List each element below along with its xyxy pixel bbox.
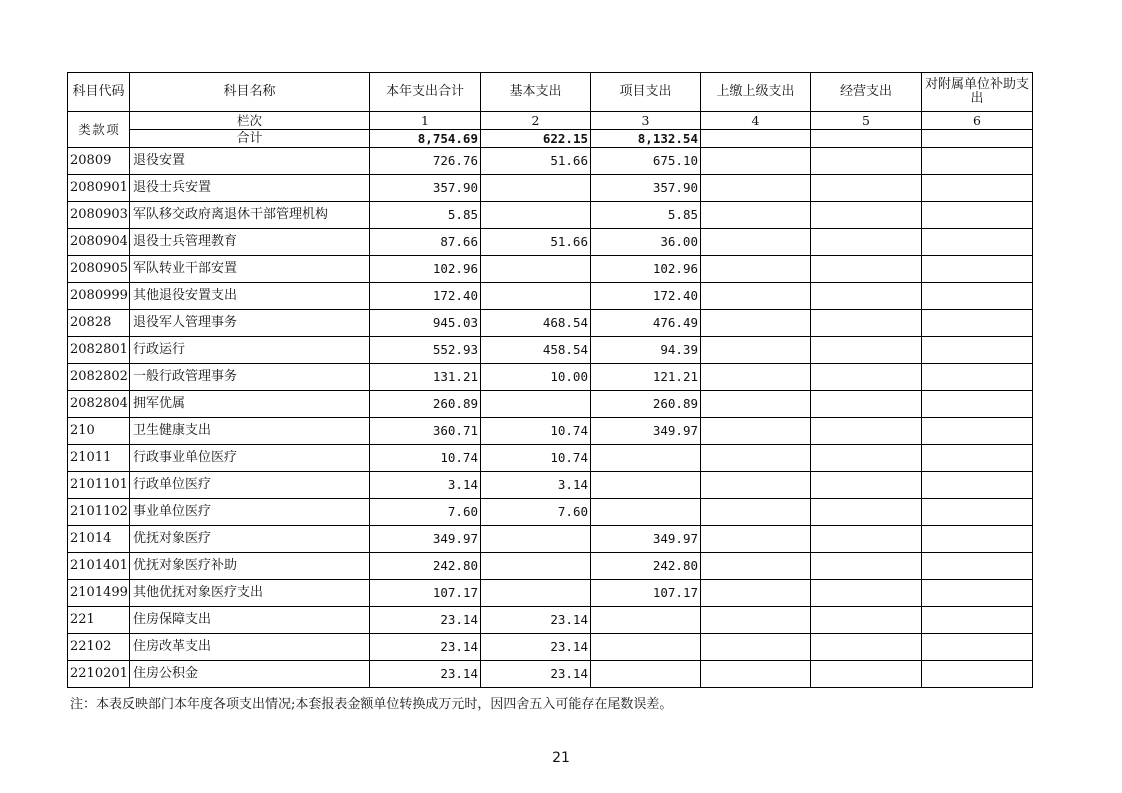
row-name: 优抚对象医疗补助 [130, 553, 370, 580]
total-upper [701, 130, 811, 148]
row-project: 349.97 [591, 418, 701, 445]
row-project [591, 499, 701, 526]
table-row [68, 283, 1033, 310]
row-basic [481, 202, 591, 229]
row-basic: 458.54 [481, 337, 591, 364]
row-total: 5.85 [370, 202, 481, 229]
row-code: 2080999 [68, 283, 130, 310]
row-basic [481, 283, 591, 310]
kind-lei: 类 [78, 121, 91, 137]
row-upper [701, 553, 811, 580]
row-total: 349.97 [370, 526, 481, 553]
row-project: 242.80 [591, 553, 701, 580]
row-subsidy [922, 553, 1033, 580]
row-total: 7.60 [370, 499, 481, 526]
row-total: 260.89 [370, 391, 481, 418]
table-row [68, 580, 1033, 607]
row-business [811, 175, 922, 202]
row-code: 20828 [68, 310, 130, 337]
row-business [811, 580, 922, 607]
row-name: 一般行政管理事务 [130, 364, 370, 391]
row-name: 行政运行 [130, 337, 370, 364]
row-name: 住房改革支出 [130, 634, 370, 661]
header-subsidy: 对附属单位补助支出 [922, 73, 1033, 112]
row-upper [701, 499, 811, 526]
row-business [811, 607, 922, 634]
table-row [68, 229, 1033, 256]
index-row [68, 112, 1033, 130]
row-subsidy [922, 661, 1033, 688]
total-subsidy [922, 130, 1033, 148]
table-row [68, 310, 1033, 337]
row-business [811, 472, 922, 499]
row-project: 476.49 [591, 310, 701, 337]
row-basic [481, 175, 591, 202]
kind-labels [68, 112, 130, 148]
row-subsidy [922, 148, 1033, 175]
row-code: 2082801 [68, 337, 130, 364]
row-name: 退役安置 [130, 148, 370, 175]
row-project: 675.10 [591, 148, 701, 175]
row-basic: 23.14 [481, 607, 591, 634]
row-subsidy [922, 499, 1033, 526]
row-business [811, 202, 922, 229]
row-total: 357.90 [370, 175, 481, 202]
row-subsidy [922, 337, 1033, 364]
row-project [591, 472, 701, 499]
table-row [68, 553, 1033, 580]
row-upper [701, 202, 811, 229]
table-row [68, 499, 1033, 526]
row-subsidy [922, 580, 1033, 607]
table-row [68, 175, 1033, 202]
table-row [68, 364, 1033, 391]
row-project: 5.85 [591, 202, 701, 229]
row-business [811, 634, 922, 661]
index-col-5: 5 [811, 112, 922, 130]
row-upper [701, 607, 811, 634]
row-name: 行政单位医疗 [130, 472, 370, 499]
table-row [68, 391, 1033, 418]
row-upper [701, 472, 811, 499]
index-col-4: 4 [701, 112, 811, 130]
row-name: 住房公积金 [130, 661, 370, 688]
row-code: 2101401 [68, 553, 130, 580]
row-project: 121.21 [591, 364, 701, 391]
row-code: 2101102 [68, 499, 130, 526]
row-basic: 10.00 [481, 364, 591, 391]
row-upper [701, 580, 811, 607]
page-number: 21 [552, 750, 570, 766]
row-basic [481, 580, 591, 607]
row-project [591, 445, 701, 472]
row-name: 事业单位医疗 [130, 499, 370, 526]
row-total: 172.40 [370, 283, 481, 310]
row-code: 2101101 [68, 472, 130, 499]
row-name: 退役士兵管理教育 [130, 229, 370, 256]
row-total: 360.71 [370, 418, 481, 445]
row-code: 20809 [68, 148, 130, 175]
row-total: 23.14 [370, 634, 481, 661]
header-project: 项目支出 [591, 73, 701, 112]
row-basic: 51.66 [481, 229, 591, 256]
row-subsidy [922, 634, 1033, 661]
row-code: 21014 [68, 526, 130, 553]
row-total: 131.21 [370, 364, 481, 391]
row-total: 87.66 [370, 229, 481, 256]
row-project [591, 661, 701, 688]
row-project: 102.96 [591, 256, 701, 283]
row-subsidy [922, 256, 1033, 283]
row-upper [701, 283, 811, 310]
row-business [811, 445, 922, 472]
row-total: 10.74 [370, 445, 481, 472]
table-row [68, 634, 1033, 661]
row-upper [701, 256, 811, 283]
row-total: 3.14 [370, 472, 481, 499]
row-business [811, 283, 922, 310]
table-row [68, 661, 1033, 688]
row-subsidy [922, 472, 1033, 499]
table-row [68, 148, 1033, 175]
row-total: 23.14 [370, 607, 481, 634]
header-name: 科目名称 [130, 73, 370, 112]
row-name: 卫生健康支出 [130, 418, 370, 445]
row-name: 军队转业干部安置 [130, 256, 370, 283]
total-project: 8,132.54 [591, 130, 701, 148]
header-row [68, 73, 1033, 112]
header-business: 经营支出 [811, 73, 922, 112]
row-basic: 10.74 [481, 418, 591, 445]
row-name: 退役士兵安置 [130, 175, 370, 202]
row-basic [481, 256, 591, 283]
row-upper [701, 445, 811, 472]
table-row [68, 526, 1033, 553]
row-upper [701, 310, 811, 337]
row-subsidy [922, 229, 1033, 256]
index-col-1: 1 [370, 112, 481, 130]
total-basic: 622.15 [481, 130, 591, 148]
row-basic: 23.14 [481, 634, 591, 661]
row-business [811, 256, 922, 283]
row-name: 军队移交政府离退休干部管理机构 [130, 202, 370, 229]
row-upper [701, 391, 811, 418]
row-subsidy [922, 391, 1033, 418]
row-basic: 3.14 [481, 472, 591, 499]
table-row [68, 472, 1033, 499]
total-label: 合计 [130, 130, 370, 148]
row-subsidy [922, 607, 1033, 634]
index-col-2: 2 [481, 112, 591, 130]
header-total: 本年支出合计 [370, 73, 481, 112]
row-basic [481, 553, 591, 580]
row-upper [701, 526, 811, 553]
row-code: 2080901 [68, 175, 130, 202]
index-col-6: 6 [922, 112, 1033, 130]
row-business [811, 499, 922, 526]
table-note: 注：本表反映部门本年度各项支出情况;本套报表金额单位转换成万元时，因四舍五入可能存在尾数误差。 [70, 697, 673, 712]
table-row [68, 256, 1033, 283]
row-project: 349.97 [591, 526, 701, 553]
row-code: 21011 [68, 445, 130, 472]
row-basic [481, 391, 591, 418]
row-basic: 468.54 [481, 310, 591, 337]
row-total: 945.03 [370, 310, 481, 337]
row-project: 357.90 [591, 175, 701, 202]
table-row [68, 202, 1033, 229]
row-basic: 51.66 [481, 148, 591, 175]
row-business [811, 553, 922, 580]
row-basic: 23.14 [481, 661, 591, 688]
row-total: 242.80 [370, 553, 481, 580]
row-business [811, 526, 922, 553]
table-row [68, 607, 1033, 634]
row-business [811, 364, 922, 391]
row-code: 2101499 [68, 580, 130, 607]
header-code: 科目代码 [68, 73, 130, 112]
row-business [811, 661, 922, 688]
row-total: 726.76 [370, 148, 481, 175]
row-code: 2210201 [68, 661, 130, 688]
row-code: 2080905 [68, 256, 130, 283]
row-code: 2082804 [68, 391, 130, 418]
row-business [811, 337, 922, 364]
row-name: 行政事业单位医疗 [130, 445, 370, 472]
row-name: 其他退役安置支出 [130, 283, 370, 310]
row-upper [701, 634, 811, 661]
row-code: 2080904 [68, 229, 130, 256]
row-name: 拥军优属 [130, 391, 370, 418]
kind-kuan: 款 [92, 121, 105, 137]
row-subsidy [922, 310, 1033, 337]
row-business [811, 310, 922, 337]
row-basic: 7.60 [481, 499, 591, 526]
row-project [591, 634, 701, 661]
row-project: 107.17 [591, 580, 701, 607]
row-code: 210 [68, 418, 130, 445]
row-project: 172.40 [591, 283, 701, 310]
row-project: 36.00 [591, 229, 701, 256]
kind-xiang: 项 [106, 121, 119, 137]
row-total: 107.17 [370, 580, 481, 607]
row-total: 552.93 [370, 337, 481, 364]
total-sum: 8,754.69 [370, 130, 481, 148]
row-subsidy [922, 445, 1033, 472]
row-code: 2082802 [68, 364, 130, 391]
total-business [811, 130, 922, 148]
table-row [68, 445, 1033, 472]
row-name: 住房保障支出 [130, 607, 370, 634]
row-code: 22102 [68, 634, 130, 661]
row-business [811, 148, 922, 175]
row-business [811, 229, 922, 256]
row-total: 23.14 [370, 661, 481, 688]
row-code: 2080903 [68, 202, 130, 229]
row-name: 优抚对象医疗 [130, 526, 370, 553]
row-subsidy [922, 202, 1033, 229]
table-row [68, 418, 1033, 445]
row-code: 221 [68, 607, 130, 634]
row-subsidy [922, 175, 1033, 202]
row-total: 102.96 [370, 256, 481, 283]
table-row [68, 337, 1033, 364]
row-upper [701, 175, 811, 202]
row-basic [481, 526, 591, 553]
total-row [68, 130, 1033, 148]
row-name: 其他优抚对象医疗支出 [130, 580, 370, 607]
row-basic: 10.74 [481, 445, 591, 472]
row-subsidy [922, 283, 1033, 310]
row-business [811, 391, 922, 418]
index-label: 栏次 [130, 112, 370, 130]
row-upper [701, 418, 811, 445]
row-subsidy [922, 526, 1033, 553]
header-upper: 上缴上级支出 [701, 73, 811, 112]
row-project: 94.39 [591, 337, 701, 364]
row-upper [701, 229, 811, 256]
row-project: 260.89 [591, 391, 701, 418]
row-upper [701, 661, 811, 688]
row-business [811, 418, 922, 445]
index-col-3: 3 [591, 112, 701, 130]
row-upper [701, 148, 811, 175]
row-upper [701, 364, 811, 391]
row-subsidy [922, 364, 1033, 391]
expenditure-table [67, 72, 1033, 688]
row-project [591, 607, 701, 634]
row-upper [701, 337, 811, 364]
row-name: 退役军人管理事务 [130, 310, 370, 337]
header-basic: 基本支出 [481, 73, 591, 112]
row-subsidy [922, 418, 1033, 445]
